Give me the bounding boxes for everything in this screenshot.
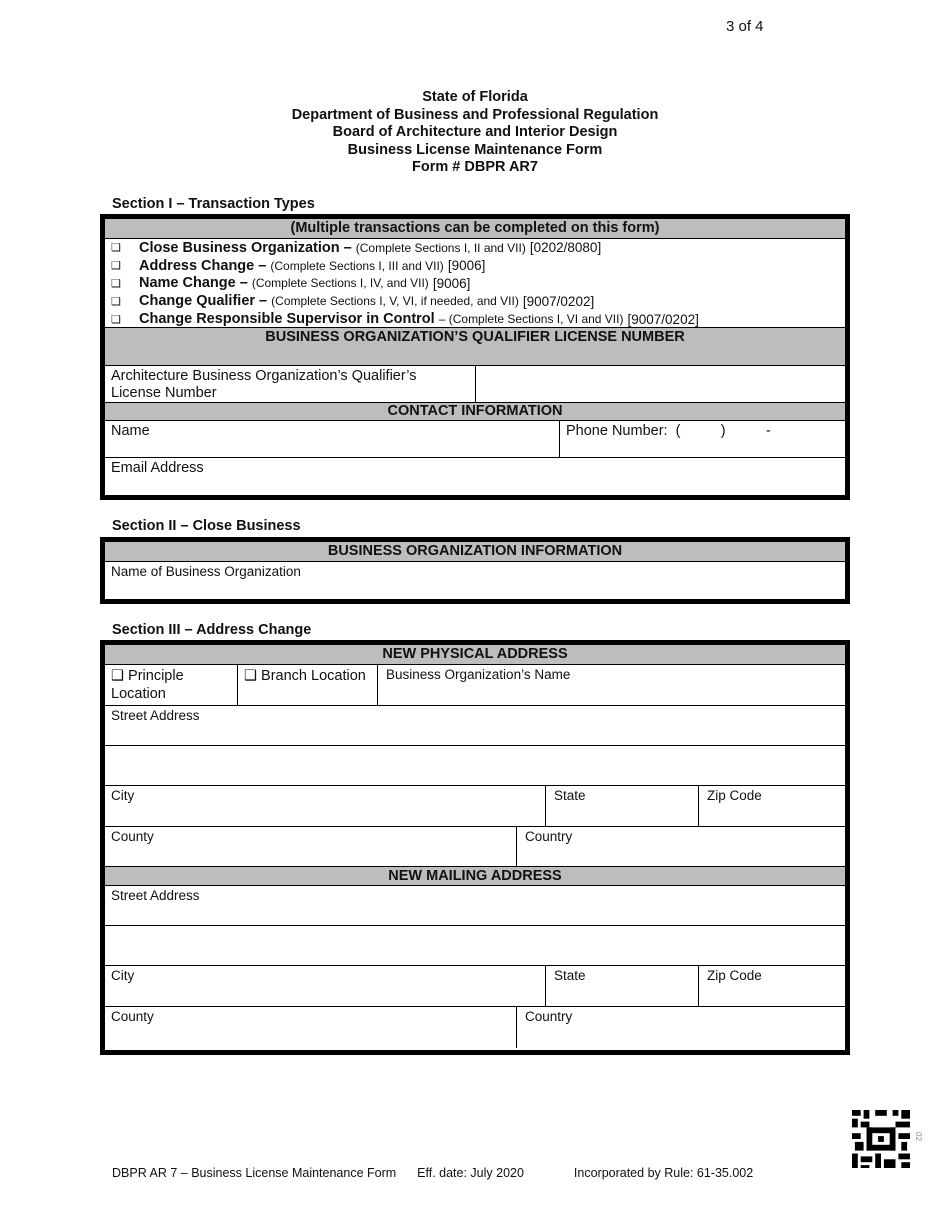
header-form-title: Business License Maintenance Form [347,141,603,158]
mailing-city-field[interactable]: City [111,968,135,983]
physical-street-row-2 [105,746,845,786]
section1-box [100,214,850,500]
checkbox-icon[interactable]: ❑ [111,295,121,308]
checkbox-icon[interactable]: ❑ [111,242,121,255]
transaction-item[interactable] [105,275,845,293]
transaction-item[interactable] [105,239,845,257]
mailing-county-row [105,1007,845,1048]
physical-city-row [105,786,845,827]
phone-number-field[interactable]: Phone Number: ( ) - [559,421,845,457]
physical-zip-field[interactable]: Zip Code [698,786,845,826]
transaction-label: Name Change – [139,275,248,292]
section2-box [100,537,850,604]
transaction-item[interactable] [105,292,845,310]
transaction-list [105,239,845,328]
contact-name-row [105,421,845,458]
page-number: 3 of 4 [726,18,764,35]
section1-title: Section I – Transaction Types [112,196,315,212]
section2-title: Section II – Close Business [112,518,301,534]
principle-location-checkbox[interactable]: ❑ Principle Location [111,668,184,702]
physical-county-field[interactable]: County [111,829,154,844]
checkbox-icon[interactable]: ❑ [111,313,121,326]
transaction-item[interactable] [105,257,845,275]
physical-org-name-field[interactable]: Business Organization’s Name [377,665,845,705]
transaction-code: [9006] [432,275,471,291]
transaction-note: (Complete Sections I, V, VI, if needed, and VII) [271,294,519,309]
transaction-code: [9007/0202] [627,311,699,327]
physical-street-field-2[interactable] [105,746,845,785]
checkbox-icon[interactable]: ❑ [111,277,121,290]
footer-eff-date: Eff. date: July 2020 [417,1166,524,1180]
mailing-street-row [105,886,845,926]
physical-street-field[interactable]: Street Address [111,708,200,723]
physical-country-field[interactable]: Country [516,827,845,866]
business-org-info-header: BUSINESS ORGANIZATION INFORMATION [105,542,845,562]
business-org-name-row [105,562,845,597]
mailing-county-field[interactable]: County [111,1009,154,1024]
physical-address-header: NEW PHYSICAL ADDRESS [105,645,845,665]
section3-box [100,640,850,1055]
transaction-code: [0202/8080] [529,240,602,256]
header-state: State of Florida [422,89,528,105]
mailing-street-field-2[interactable] [105,926,845,965]
mailing-city-row [105,966,845,1007]
physical-street-row [105,706,845,746]
business-org-name-field[interactable]: Name of Business Organization [111,564,301,579]
qualifier-label: Architecture Business Organization’s Qualifier’s License Number [111,368,417,401]
transaction-code: [9006] [447,258,486,274]
footer [112,1166,753,1180]
form-header [0,89,950,177]
header-form-number: Form # DBPR AR7 [412,159,538,176]
transaction-item[interactable] [105,310,845,328]
qualifier-row [105,366,845,403]
branch-location-checkbox[interactable]: ❑ Branch Location [237,665,377,705]
qualifier-header: BUSINESS ORGANIZATION’S QUALIFIER LICENSE NUMBER [105,328,845,366]
footer-rule: Incorporated by Rule: 61-35.002 [573,1166,754,1180]
mailing-zip-field[interactable]: Zip Code [698,966,845,1006]
transactions-banner: (Multiple transactions can be completed on this form) [105,219,845,239]
transaction-label: Change Responsible Supervisor in Control [139,311,435,328]
transaction-label: Change Qualifier – [139,293,268,310]
transaction-note: – (Complete Sections I, VI and VII) [438,312,624,327]
physical-city-field[interactable]: City [111,788,135,803]
qualifier-license-field[interactable] [475,366,845,402]
mailing-address-header: NEW MAILING ADDRESS [105,867,845,886]
transaction-note: (Complete Sections I, II and VII) [355,240,526,255]
mailing-country-field[interactable]: Country [516,1007,845,1048]
footer-form-name: DBPR AR 7 – Business License Maintenance Form [112,1166,397,1180]
contact-name-field[interactable]: Name [111,423,150,439]
email-address-field[interactable]: Email Address [111,460,204,476]
section3-title: Section III – Address Change [112,622,312,638]
mailing-street-row-2 [105,926,845,966]
transaction-label: Close Business Organization – [139,239,352,256]
physical-county-row [105,827,845,867]
transaction-label: Address Change – [139,257,267,274]
mailing-state-field[interactable]: State [545,966,698,1006]
location-type-row [105,665,845,706]
contact-header: CONTACT INFORMATION [105,403,845,421]
checkbox-icon[interactable]: ❑ [111,260,121,273]
barcode-number: 02 [913,1132,923,1141]
transaction-code: [9007/0202] [522,293,595,309]
contact-email-row [105,458,845,495]
header-department: Department of Business and Professional Regulation [291,106,659,123]
header-board: Board of Architecture and Interior Design [332,124,618,141]
physical-state-field[interactable]: State [545,786,698,826]
transaction-note: (Complete Sections I, IV, and VII) [251,276,429,291]
transaction-note: (Complete Sections I, III and VII) [270,258,444,273]
mailing-street-field[interactable]: Street Address [111,888,200,903]
qr-code-icon [852,1110,910,1168]
